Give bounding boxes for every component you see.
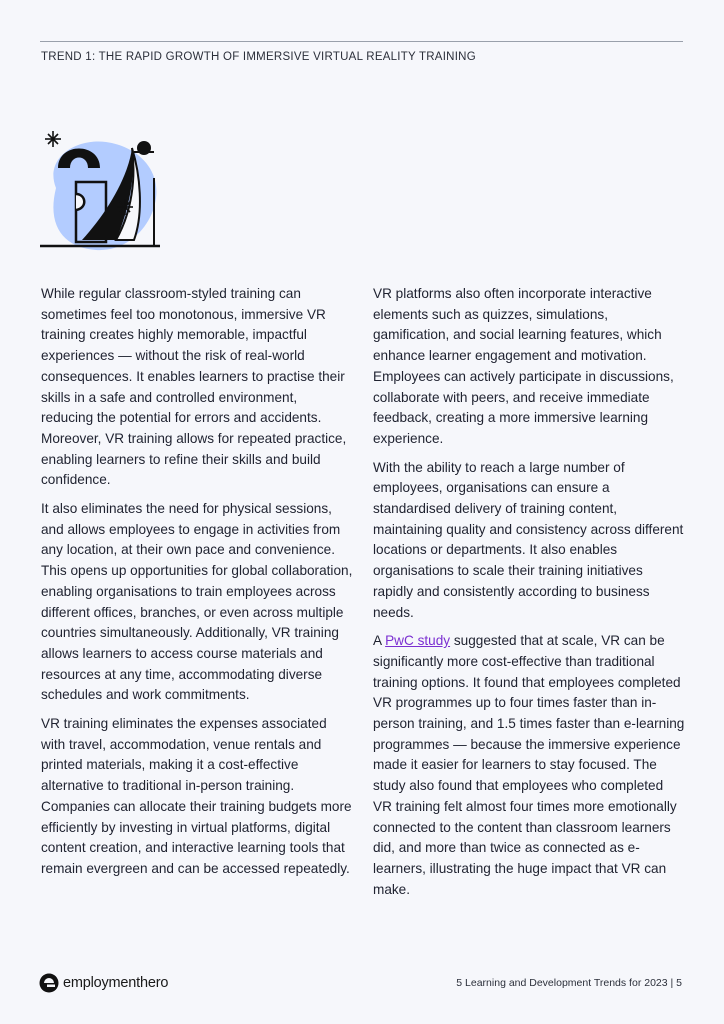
paragraph-rest: suggested that at scale, VR can be significantly more cost-effective than traditional training options. It found that employees completed VR programmes up to four times faster than in-person training, and 1.5 times faster than e-learning programmes — because the immersive experience made it easier for learners to stay focused. The study also found that employees who completed VR training felt almost four times more emotionally connected to the content than classroom learners did, and more than twice as connected as e-learners, illustrating the huge impact that VR can make. [373, 633, 685, 897]
paragraph: VR platforms also often incorporate interactive elements such as quizzes, simulations, gamification, and social learning features, which enhance learner engagement and motivation. Employees can actively participate in discussions, collaborate with peers, and receive immediate feedback, creating a more immersive learning experience. [373, 286, 674, 446]
abstract-vr-illustration-icon [36, 128, 164, 256]
brand-name: employmenthero [63, 975, 169, 991]
paragraph: While regular classroom-styled training can sometimes feel too monotonous, immersive VR training creates highly memorable, impactful experiences — without the risk of real-world consequences. It enables learners to practise their skills in a safe and controlled environment, reducing the potential for errors and accidents. Moreover, VR training allows for repeated practice, enabling learners to refine their skills and build confidence. [41, 286, 347, 488]
footer-brand [39, 973, 168, 993]
employment-hero-logo-icon [39, 973, 59, 993]
paragraph: It also eliminates the need for physical sessions, and allows employees to engage in activities from any location, at their own pace and convenience. This opens up opportunities for global collaboration, enabling organisations to train employees across different offices, branches, or even across multiple countries simultaneously. Additionally, VR training allows learners to access course materials and resources at any time, accommodating diverse schedules and work commitments. [41, 501, 353, 703]
page-footer-label: 5 Learning and Development Trends for 2023 | 5 [456, 977, 682, 989]
left-column [41, 284, 353, 888]
section-header: TREND 1: THE RAPID GROWTH OF IMMERSIVE VIRTUAL REALITY TRAINING [41, 51, 476, 63]
pwc-study-link[interactable]: PwC study [385, 633, 451, 649]
paragraph-prefix: A [373, 633, 386, 649]
header-divider [40, 41, 683, 42]
paragraph: VR training eliminates the expenses associated with travel, accommodation, venue rentals and printed materials, making it a cost-effective alternative to traditional in-person training. Companies can allocate their training budgets more efficiently by investing in virtual platforms, digital content creation, and interactive learning tools that remain evergreen and can be accessed repeatedly. [41, 716, 352, 876]
right-column [373, 284, 685, 908]
paragraph-pwc [373, 631, 685, 900]
paragraph: With the ability to reach a large number of employees, organisations can ensure a standardised delivery of training content, maintaining quality and consistency across different locations or departments. It also enables organisations to scale their training initiatives rapidly and consistently according to business needs. [373, 459, 684, 620]
